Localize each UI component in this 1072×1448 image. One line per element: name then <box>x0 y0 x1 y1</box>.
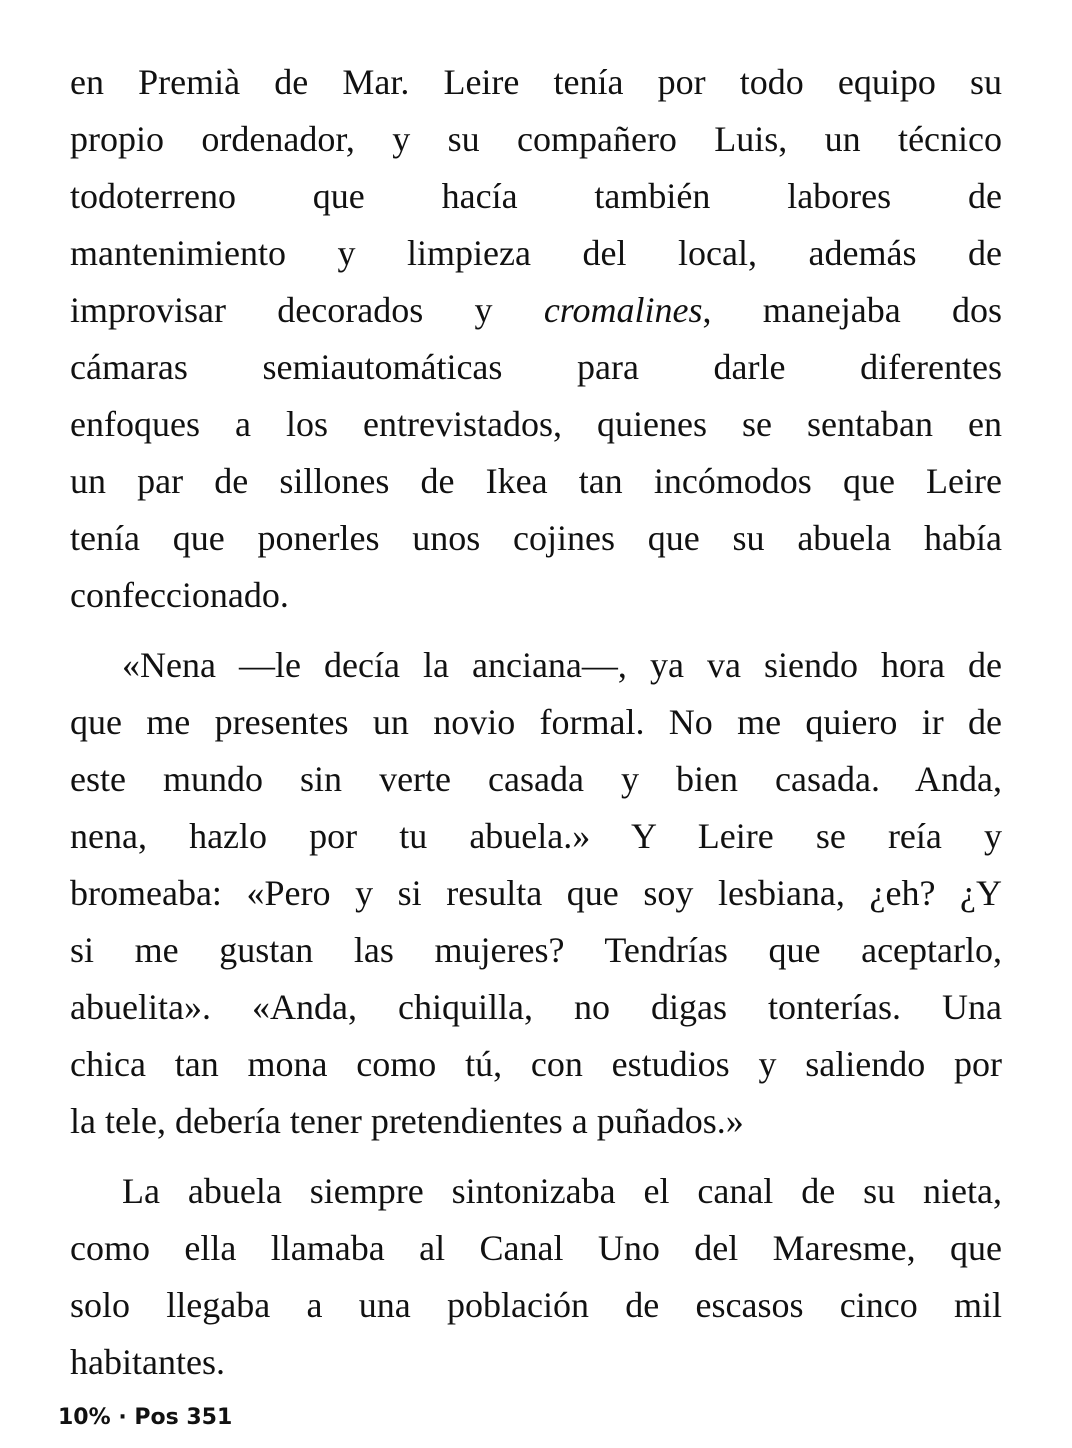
text-segment: improvisar decorados y <box>70 290 544 330</box>
text-line: «Nena —le decía la anciana—, ya va siendo hora de <box>122 645 1002 685</box>
text-line: cámaras semiautomáticas para darle diferentes <box>70 347 1002 387</box>
text-line: solo llegaba a una población de escasos cinco mil <box>70 1285 1002 1325</box>
text-line: La abuela siempre sintonizaba el canal de su nieta, <box>122 1171 1002 1211</box>
text-line: si me gustan las mujeres? Tendrías que aceptarlo, <box>70 930 1002 970</box>
text-line: abuelita». «Anda, chiquilla, no digas tonterías. Una <box>70 987 1002 1027</box>
text-line: mantenimiento y limpieza del local, además de <box>70 233 1002 273</box>
text-line: propio ordenador, y su compañero Luis, un técnico <box>70 119 1002 159</box>
text-line: tenía que ponerles unos cojines que su abuela había <box>70 518 1002 558</box>
text-line: como ella llamaba al Canal Uno del Maresme, que <box>70 1228 1002 1268</box>
text-line: confeccionado. <box>70 575 289 615</box>
text-line <box>70 282 1002 339</box>
text-line: bromeaba: «Pero y si resulta que soy lesbiana, ¿eh? ¿Y <box>70 873 1002 913</box>
text-line: la tele, debería tener pretendientes a puñados.» <box>70 1101 744 1141</box>
text-line: enfoques a los entrevistados, quienes se sentaban en <box>70 404 1002 444</box>
reading-progress: 10% · Pos 351 <box>58 1405 233 1430</box>
text-segment: , manejaba dos <box>702 290 1002 330</box>
text-line: un par de sillones de Ikea tan incómodos que Leire <box>70 461 1002 501</box>
text-line: todoterreno que hacía también labores de <box>70 176 1002 216</box>
text-line: habitantes. <box>70 1342 225 1382</box>
text-line: chica tan mona como tú, con estudios y saliendo por <box>70 1044 1002 1084</box>
paragraph <box>70 637 1002 1150</box>
reader-page-text <box>70 54 1002 1404</box>
paragraph <box>70 54 1002 624</box>
text-line: en Premià de Mar. Leire tenía por todo equipo su <box>70 62 1002 102</box>
italic-term: cromalines <box>543 290 703 330</box>
text-line: que me presentes un novio formal. No me quiero ir de <box>70 702 1002 742</box>
text-line: nena, hazlo por tu abuela.» Y Leire se reía y <box>70 816 1002 856</box>
paragraph <box>70 1163 1002 1391</box>
text-line: este mundo sin verte casada y bien casada. Anda, <box>70 759 1002 799</box>
